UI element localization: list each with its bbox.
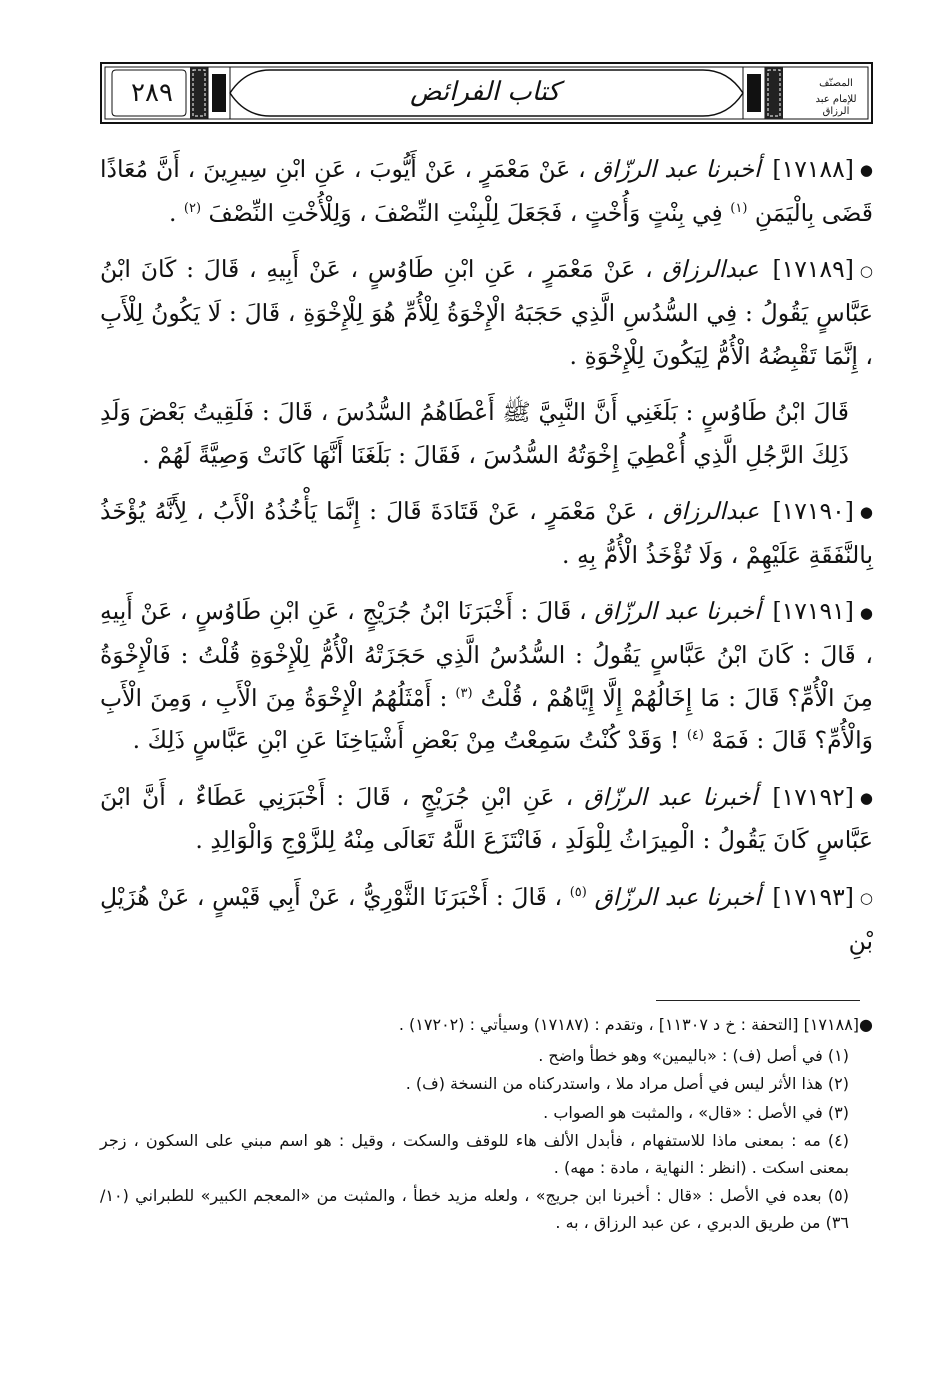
hadith-text: ، عَنِ ابْنِ جُرَيْجٍ ، قَالَ : أَخْبَرَنِي عَطَاءٌ ، أَنَّ ابْنَ عَبَّاسٍ كَانَ يَقُولُ : الْمِيرَاثُ لِلْوَلَدِ ، فَانْتَزَعَ اللَّهُ تَعَالَى مِنْهُ لِلزَّوْجِ وَالْوَالِدِ .: [100, 782, 873, 855]
chain-head: أخبرنا عبد الرزّاق: [584, 782, 758, 811]
hadith-text: .: [168, 198, 177, 227]
publisher-logo: [807, 68, 865, 118]
hadith-17191: [100, 590, 873, 761]
logo-text-bottom: للإمام عبد الرزاق: [815, 94, 857, 117]
hadith-17193: [100, 876, 873, 962]
footnote-ref: (٣): [455, 685, 473, 701]
hadith-text: ! وَقَدْ كُنْتُ سَمِعْتُ مِنْ بَعْضِ أَشْيَاخِنَا عَنِ ابْنِ عَبَّاسٍ ذَلِكَ .: [132, 726, 680, 754]
footnote-3: (٣) في الأصل : «قال» ، والمثبت هو الصواب .: [543, 1102, 849, 1122]
hadith-marker: ○: [859, 261, 873, 280]
footnote-ref: (٥): [569, 884, 587, 900]
footnote-ref: (٤): [686, 728, 704, 744]
hadith-text: ، عَنْ مَعْمَرٍ ، عَنْ قَتَادَةَ قَالَ : إِنَّمَا يَأْخُذُهُ الْأَبُ ، لِأَنَّهُ يُؤْخَذُ بِالنَّفَقَةِ عَلَيْهِمْ ، وَلَا تُؤْخَذُ الْأُمُّ بِهِ .: [100, 497, 873, 569]
hadith-marker: ●: [859, 161, 873, 180]
hadith-text: ، عَنْ مَعْمَرٍ ، عَنِ ابْنِ طَاوُسٍ ، عَنْ أَبِيهِ ، قَالَ : كَانَ ابْنُ عَبَّاسٍ يَقُولُ : فِي السُّدُسِ الَّذِي حَجَبَهُ الْإِخْوَةُ لِلْأُمِّ هُوَ لِلْإِخْوَةِ ، قَالَ : لَا يَكُونُ لِلْأَبِ ، إِنَّمَا تَقْبِضُهُ الْأُمُّ لِيَكُونَ لِلْإِخْوَةِ .: [100, 255, 873, 370]
footnote-ref: (١): [730, 200, 748, 216]
hadith-number: [١٧١٩٢]: [772, 782, 854, 811]
hadith-text: ، قَالَ : أَخْبَرَنَا ابْنُ جُرَيْجٍ ، عَنِ ابْنِ طَاوُسٍ ، عَنْ أَبِيهِ ، قَالَ : كَانَ ابْنُ عَبَّاسٍ يَقُولُ : السُّدُسُ الَّذِي حَجَزَتْهُ الْأُمُّ لِلْإِخْوَةِ قُلْتُ : فَالْإِخْوَةُ مِنَ الْأُمِّ؟ قَالَ : مَا إِخَالُهُمْ إِلَّا إِيَّاهُمْ ، قُلْتُ: [100, 597, 873, 712]
hadith-marker: ●: [859, 603, 873, 622]
page-header: [100, 62, 873, 124]
hadith-text: ، قَالَ : أَخْبَرَنَا الثَّوْرِيُّ ، عَنْ أَبِي قَيْسٍ ، عَنْ هُزَيْلِ بْنِ: [100, 882, 873, 955]
footnote-5: (٥) بعده في الأصل : «قال : أخبرنا ابن جريج» ، ولعله مزيد خطأ ، والمثبت من «المعجم الكبير» للطبراني (١٠/ ٣٦) من طريق الدبري ، عن عبد الرزاق ، به .: [100, 1186, 849, 1232]
hadith-17192: [100, 776, 873, 862]
hadith-17190: [100, 490, 873, 576]
chain-head: عبدالرزاق: [662, 255, 759, 284]
hadith-number: [١٧١٩١]: [772, 597, 854, 626]
logo-text-top: المصنّف: [819, 78, 853, 89]
hadith-text: ، عَنْ مَعْمَرٍ ، عَنْ أَيُّوبَ ، عَنِ ابْنِ سِيرِينَ ، أَنَّ مُعَاذًا قَضَى بِالْيَمَنِ: [100, 155, 873, 227]
hadith-number: [١٧١٨٨]: [772, 155, 854, 183]
book-title: كتاب الفرائض: [410, 77, 560, 107]
hadith-number: [١٧١٨٩]: [772, 255, 854, 284]
footnote-2: (٢) هذا الأثر ليس في أصل مراد ملا ، واستدركناه من النسخة (ف) .: [405, 1074, 849, 1093]
chain-head: أخبرنا عبد الرزّاق: [594, 882, 761, 911]
footnotes: [100, 1012, 873, 1238]
footnote-1: (١) في أصل (ف) : «باليمين» وهو خطأ واضح .: [538, 1045, 849, 1065]
hadith-number: [١٧١٩٣]: [772, 882, 854, 911]
narration-ibn-tawus: [100, 391, 873, 476]
footnote-tuhfa: ●[١٧١٨٨] [التحفة : خ د ١١٣٠٧] ، وتقدم : (١٧١٨٧) وسيأتي : (١٧٢٠٢) .: [398, 1015, 873, 1034]
main-text: [100, 148, 873, 976]
hadith-text: : أَمْثَلُهُمُ الْإِخْوَةُ مِنَ الْأَبِ ، وَمِنَ الْأَبِ وَالْأُمِّ؟ قَالَ : فَمَهْ: [100, 683, 873, 754]
hadith-number: [١٧١٩٠]: [772, 497, 854, 525]
chain-head: أخبرنا عبد الرزّاق: [593, 155, 761, 183]
chain-head: أخبرنا عبد الرزّاق: [594, 597, 761, 626]
hadith-marker: ●: [859, 503, 873, 522]
footnote-4: (٤) مه : بمعنى ماذا للاستفهام ، فأبدل الألف هاء للوقف والسكت ، وقيل : هو اسم مبني على السكون ، زجر بمعنى اسكت . (انظر : النهاية ، مادة : مهه) .: [100, 1131, 849, 1177]
footnote-ref: (٢): [183, 200, 202, 216]
hadith-17188: [100, 148, 873, 234]
hadith-marker: ●: [859, 788, 873, 807]
page-number: ٢٨٩: [131, 78, 173, 108]
hadith-marker: ○: [859, 889, 873, 907]
hadith-text: قَالَ ابْنُ طَاوُسٍ : بَلَغَنِي أَنَّ النَّبِيَّ ﷺ أَعْطَاهُمُ السُّدُسَ ، قَالَ : فَلَقِيتُ بَعْضَ وَلَدِ ذَلِكَ الرَّجُلِ الَّذِي أُعْطِيَ إِخْوَتُهُ السُّدُسَ ، فَقَالَ : بَلَغَنَا أَنَّهَا كَانَتْ وَصِيَّةً لَهُمْ .: [100, 398, 849, 469]
chain-head: عبدالرزاق: [663, 497, 760, 525]
hadith-17189: [100, 248, 873, 377]
hadith-text: فِي بِنْتٍ وَأُخْتٍ ، فَجَعَلَ لِلْبِنْتِ النِّصْفَ ، وَلِلْأُخْتِ النِّصْفَ: [208, 198, 723, 227]
footnote-separator: [656, 1000, 860, 1001]
